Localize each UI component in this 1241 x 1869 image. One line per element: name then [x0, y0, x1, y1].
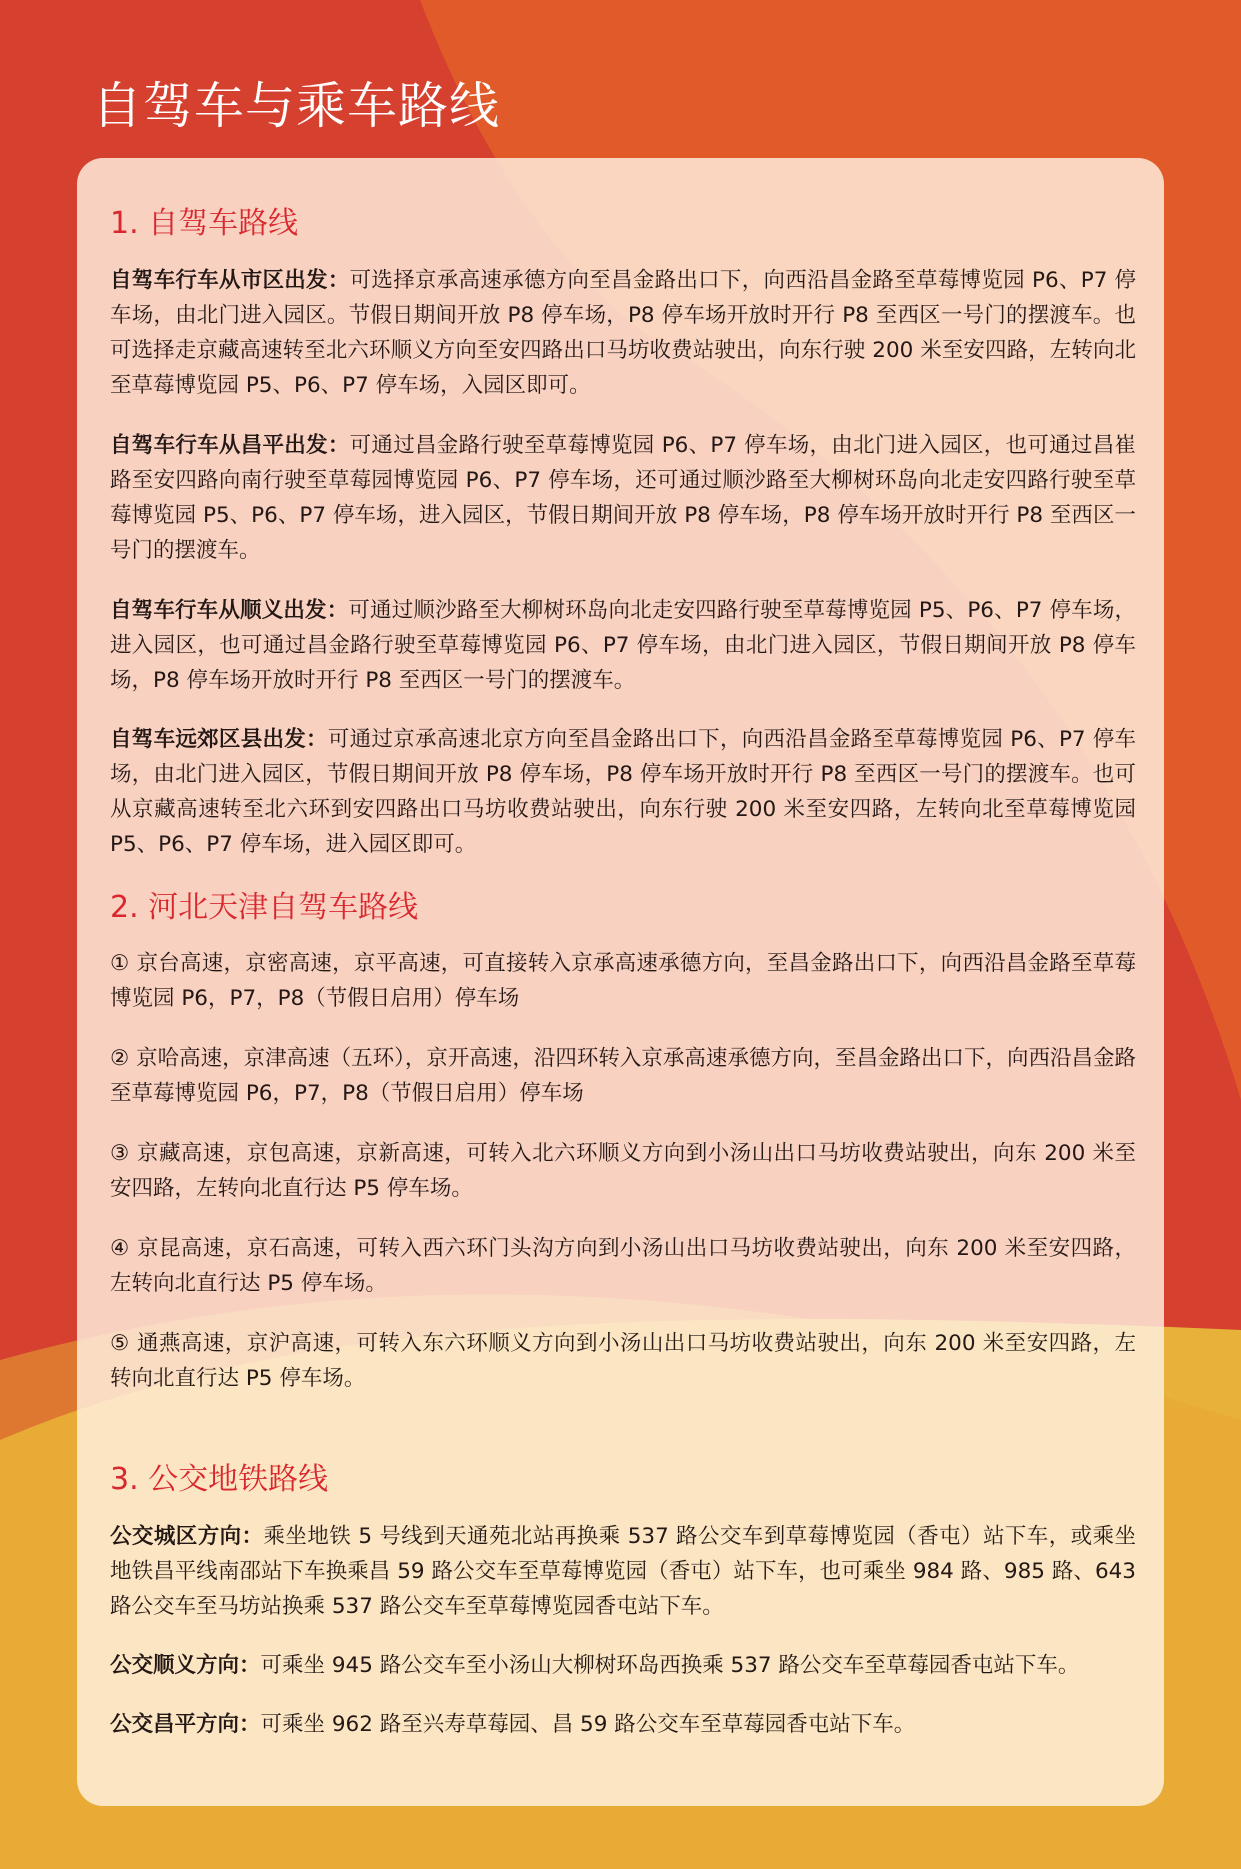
paragraph-text: 可通过顺沙路至大柳树环岛向北走安四路行驶至草莓博览园 P5、P6、P7 停车场，进入园区，也可通过昌金路行驶至草莓博览园 P6、P7 停车场，由北门进入园区，节假日期间开放 P8 停车场，P8 停车场开放时开行 P8 至西区一号门的摆渡车。 — [110, 598, 1136, 693]
paragraph-text: 可通过昌金路行驶至草莓博览园 P6、P7 停车场，由北门进入园区，也可通过昌崔路至安四路向南行驶至草莓园博览园 P6、P7 停车场，还可通过顺沙路至大柳树环岛向北走安四路行驶至草莓博览园 P5、P6、P7 停车场，进入园区，节假日期间开放 P8 停车场，P8 停车场开放时开行 P8 至西区一号门的摆渡车。 — [110, 433, 1136, 563]
route-item-5: ⑤ 通燕高速，京沪高速，可转入东六环顺义方向到小汤山出口马坊收费站驶出，向东 200 米至安四路，左转向北直行达 P5 停车场。 — [110, 1331, 1136, 1391]
transit-paragraph-changping — [110, 1707, 1136, 1742]
self-drive-paragraph-suburbs — [110, 722, 1136, 862]
paragraph-lead: 公交顺义方向： — [110, 1653, 261, 1678]
self-drive-heading: 1. 自驾车路线 — [110, 206, 299, 241]
paragraph-text: 可乘坐 945 路公交车至小汤山大柳树环岛西换乘 537 路公交车至草莓园香屯站下车。 — [260, 1653, 1080, 1678]
transit-paragraph-city — [110, 1519, 1136, 1624]
paragraph-lead: 自驾车行车从市区出发： — [110, 268, 350, 293]
paragraph-lead: 公交城区方向： — [110, 1524, 264, 1549]
paragraph-lead: 公交昌平方向： — [110, 1712, 261, 1737]
paragraph-text: 乘坐地铁 5 号线到天通苑北站再换乘 537 路公交车到草莓博览园（香屯）站下车，或乘坐地铁昌平线南邵站下车换乘昌 59 路公交车至草莓博览园（香屯）站下车，也可乘坐 984 路、985 路、643 路公交车至马坊站换乘 537 路公交车至草莓博览园香屯站下车。 — [110, 1524, 1136, 1619]
self-drive-paragraph-changping — [110, 428, 1136, 568]
route-item-4: ④ 京昆高速，京石高速，可转入西六环门头沟方向到小汤山出口马坊收费站驶出，向东 200 米至安四路，左转向北直行达 P5 停车场。 — [110, 1236, 1136, 1296]
paragraph-lead: 自驾车行车从顺义出发： — [110, 598, 349, 623]
route-item-1: ① 京台高速，京密高速，京平高速，可直接转入京承高速承德方向，至昌金路出口下，向西沿昌金路至草莓博览园 P6，P7，P8（节假日启用）停车场 — [110, 951, 1136, 1011]
page-title: 自驾车与乘车路线 — [92, 77, 500, 135]
hebei-tianjin-heading: 2. 河北天津自驾车路线 — [110, 890, 419, 925]
paragraph-lead: 自驾车远郊区县出发： — [110, 727, 328, 752]
paragraph-text: 可通过京承高速北京方向至昌金路出口下，向西沿昌金路至草莓博览园 P6、P7 停车场，由北门进入园区，节假日期间开放 P8 停车场，P8 停车场开放时开行 P8 至西区一号门的摆渡车。也可从京藏高速转至北六环到安四路出口马坊收费站驶出，向东行驶 200 米至安四路，左转向北至草莓博览园 P5、P6、P7 停车场，进入园区即可。 — [110, 727, 1136, 857]
route-item-2: ② 京哈高速，京津高速（五环），京开高速，沿四环转入京承高速承德方向，至昌金路出口下，向西沿昌金路至草莓博览园 P6，P7，P8（节假日启用）停车场 — [110, 1046, 1136, 1106]
transit-heading: 3. 公交地铁路线 — [110, 1462, 329, 1497]
paragraph-text: 可选择京承高速承德方向至昌金路出口下，向西沿昌金路至草莓博览园 P6、P7 停车场，由北门进入园区。节假日期间开放 P8 停车场，P8 停车场开放时开行 P8 至西区一号门的摆渡车。也可选择走京藏高速转至北六环顺义方向至安四路出口马坊收费站驶出，向东行驶 200 米至安四路，左转向北至草莓博览园 P5、P6、P7 停车场，入园区即可。 — [110, 268, 1136, 398]
self-drive-paragraph-shunyi — [110, 593, 1136, 698]
self-drive-paragraph-downtown — [110, 263, 1136, 403]
paragraph-text: 可乘坐 962 路至兴寿草莓园、昌 59 路公交车至草莓园香屯站下车。 — [260, 1712, 916, 1737]
paragraph-lead: 自驾车行车从昌平出发： — [110, 433, 350, 458]
transit-paragraph-shunyi — [110, 1648, 1136, 1683]
route-item-3: ③ 京藏高速，京包高速，京新高速，可转入北六环顺义方向到小汤山出口马坊收费站驶出，向东 200 米至安四路，左转向北直行达 P5 停车场。 — [110, 1141, 1136, 1201]
